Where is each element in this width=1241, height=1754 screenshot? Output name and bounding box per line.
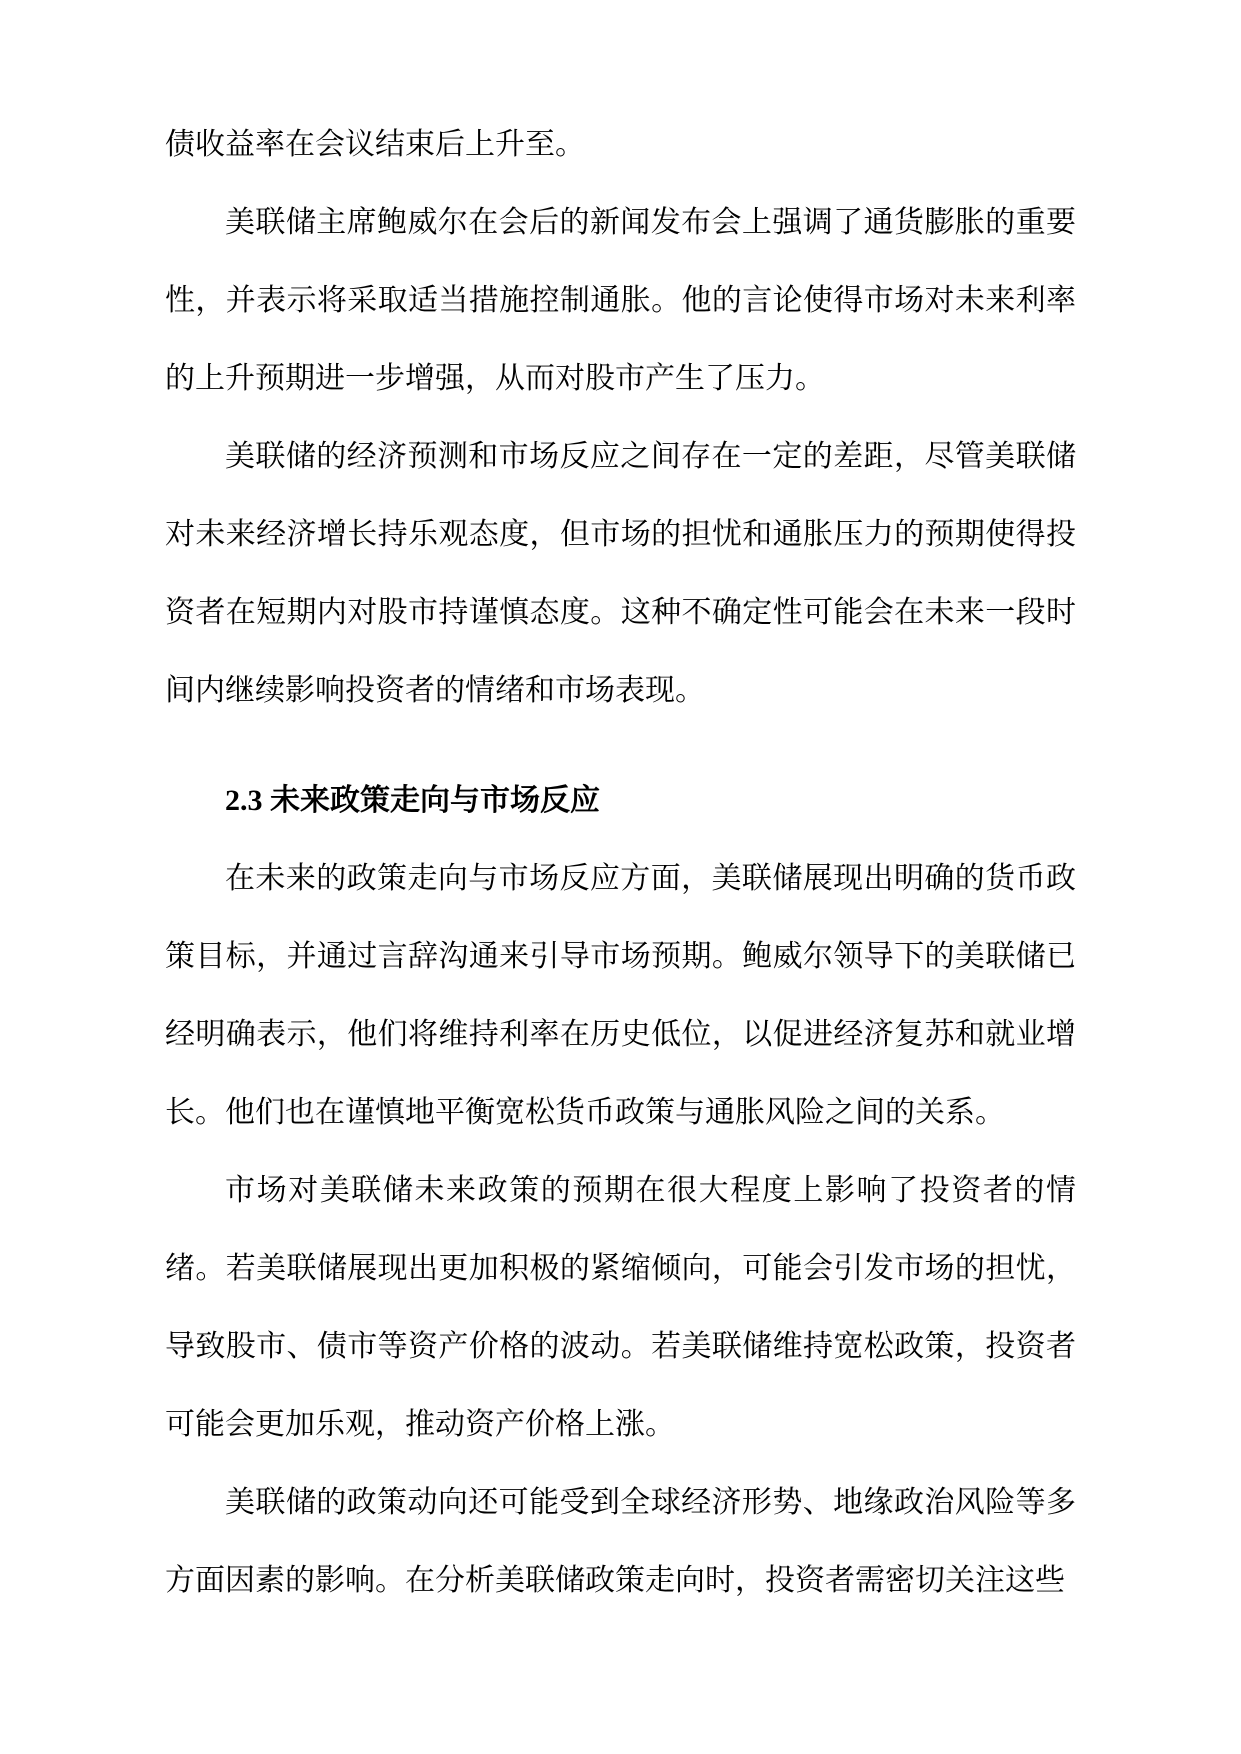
paragraph: 美联储的经济预测和市场反应之间存在一定的差距，尽管美联储对未来经济增长持乐观态度，但市场的担忧和通胀压力的预期使得投资者在短期内对股市持谨慎态度。这种不确定性可能会在未来一段时间内继续影响投资者的情绪和市场表现。 [165, 440, 1076, 707]
paragraph: 债收益率在会议结束后上升至。 [165, 128, 585, 161]
paragraph: 市场对美联储未来政策的预期在很大程度上影响了投资者的情绪。若美联储展现出更加积极的紧缩倾向，可能会引发市场的担忧，导致股市、债市等资产价格的波动。若美联储维持宽松政策，投资者可能会更加乐观，推动资产价格上涨。 [165, 1174, 1076, 1441]
document-body [165, 106, 1076, 1620]
paragraph: 在未来的政策走向与市场反应方面，美联储展现出明确的货币政策目标，并通过言辞沟通来引导市场预期。鲍威尔领导下的美联储已经明确表示，他们将维持利率在历史低位，以促进经济复苏和就业增长。他们也在谨慎地平衡宽松货币政策与通胀风险之间的关系。 [165, 862, 1076, 1129]
paragraph: 美联储的政策动向还可能受到全球经济形势、地缘政治风险等多方面因素的影响。在分析美联储政策走向时，投资者需密切关注这些 [165, 1486, 1076, 1597]
paragraph: 美联储主席鲍威尔在会后的新闻发布会上强调了通货膨胀的重要性，并表示将采取适当措施控制通胀。他的言论使得市场对未来利率的上升预期进一步增强，从而对股市产生了压力。 [165, 206, 1076, 395]
section-heading: 2.3 未来政策走向与市场反应 [225, 784, 600, 817]
